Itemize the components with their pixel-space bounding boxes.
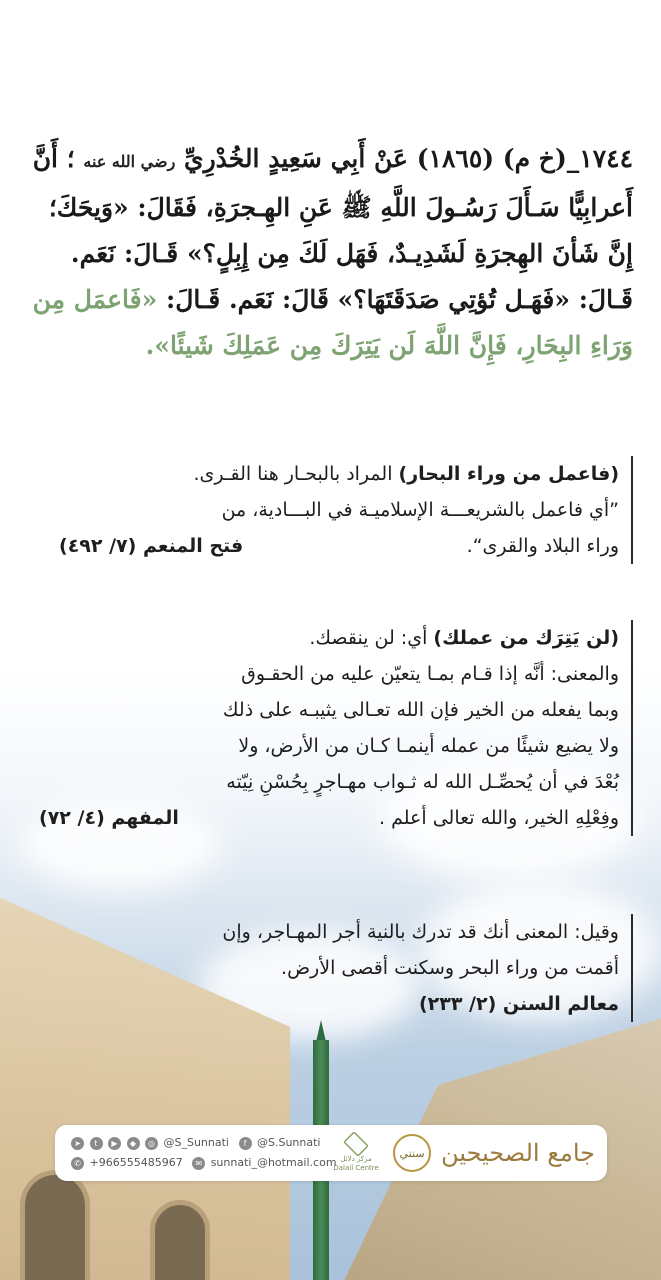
source-citation: فتح المنعم (٧/ ٤٩٢) (59, 535, 244, 557)
explanation-line: وقيل: المعنى أنك قد تدرك بالنية أجر المهـاجر، وإن (222, 921, 619, 943)
explanation-line: وفِعْلِهِ الخير، والله تعالى أعلم . (379, 807, 619, 829)
twitter-handle[interactable]: @S_Sunnati (163, 1136, 229, 1149)
hadith-body: ؛ أَنَّ أَعرابِيًّا سَـأَلَ رَسُـولَ اللَّهِ ﷺ عَنِ الهِـجرَةِ، فَقَالَ: «وَيحَكَ؛ إِنَّ شَأنَ الهِجرَةِ لَشَدِيـدٌ، فَهَل لَكَ مِن إِبِلٍ؟» قَـالَ: نَعَم. قَـالَ: «فَهَـل تُؤتِي صَدَقَتَهَا؟» قَالَ: نَعَم. قَـالَ: (32, 144, 633, 314)
source-citation: المفهم (٤/ ٧٢) (39, 807, 179, 829)
explanation-term: (فاعمل من وراء البحار) (398, 463, 619, 485)
explanation-line: المراد بالبحـار هنا القـرى. (193, 463, 393, 485)
contact-info (71, 1133, 337, 1173)
dalail-centre-logo (329, 1133, 383, 1173)
jami-alsahihain-logo: جامع الصحيحين (441, 1139, 595, 1167)
dalail-name-ar: مركز دلائل (340, 1155, 372, 1163)
explanation-line: بُعْدَ في أن يُحصِّـل الله له ثـواب مهـاجرٍ بِحُسْنِ نِيّته (226, 771, 619, 793)
explanation-line: والمعنى: أنَّه إذا قـام بمـا يتعيّن عليه من الحقـوق (241, 663, 619, 685)
hadith-number: ١٧٤٤ (579, 144, 633, 173)
explanation-line: وبما يفعله من الخير فإن الله تعـالى يثيبـه على ذلك (222, 699, 619, 721)
honorific: رضي الله عنه (83, 152, 176, 171)
email-icon[interactable]: ✉ (192, 1157, 205, 1170)
mosque-arch (150, 1200, 210, 1280)
hadith-refs: (خ م) (١٨٦٥) (416, 144, 567, 173)
explanation-almufhim (29, 620, 633, 836)
email-address[interactable]: sunnati_@hotmail.com (210, 1156, 337, 1169)
explanation-line: ”أي فاعمل بالشريعـــة الإسلاميـة في البـــادية، من (221, 499, 619, 521)
explanation-line: أقمت من وراء البحر وسكنت أقصى الأرض. (281, 957, 619, 979)
dalail-name-en: Dalail Centre (333, 1164, 379, 1172)
explanation-line: وراء البلاد والقرى“. (466, 535, 619, 557)
facebook-icon[interactable]: f (239, 1137, 252, 1150)
telegram-icon[interactable]: ➤ (71, 1137, 84, 1150)
dalail-mark-icon (343, 1131, 369, 1157)
hadith-highlight: «فَاعمَل مِن وَرَاءِ البِحَارِ، فَإِنَّ اللَّهَ لَن يَتِرَكَ مِن عَمَلِكَ شَيئًا». (32, 285, 633, 360)
logos (329, 1131, 595, 1175)
hadith-narrator: عَنْ أَبِي سَعِيدٍ الخُدْرِيِّ (184, 144, 408, 173)
mosque-arch (20, 1170, 90, 1280)
sunnati-logo: سنتي (393, 1134, 431, 1172)
hadith-text: ١٧٤٤_(خ م) (١٨٦٥) عَنْ أَبِي سَعِيدٍ الخُدْرِيِّ رضي الله عنه ؛ أَنَّ أَعرابِيًّا سَـأَلَ رَسُـولَ اللَّهِ ﷺ عَنِ الهِـجرَةِ، فَقَالَ: «وَيحَكَ؛ إِنَّ شَأنَ الهِجرَةِ لَشَدِيـدٌ، فَهَل لَكَ مِن إِبِلٍ؟» قَـالَ: نَعَم. قَـالَ: «فَهَـل تُؤتِي صَدَقَتَهَا؟» قَالَ: نَعَم. قَـالَ: «فَاعمَل مِن وَرَاءِ البِحَارِ، فَإِنَّ اللَّهَ لَن يَتِرَكَ مِن عَمَلِكَ شَيئًا». (32, 144, 633, 360)
source-citation: معالم السنن (٢/ ٢٣٣) (418, 993, 619, 1015)
explanation-line: ولا يضيع شيئًا من عمله أينمـا كـان من الأرض، ولا (238, 735, 619, 757)
explanation-fath-almunim (29, 456, 633, 564)
footer-bar (55, 1125, 607, 1181)
explanation-maalim-alsunan (29, 914, 633, 1022)
phone-number[interactable]: +966555485967 (89, 1156, 183, 1169)
instagram-icon[interactable]: ◎ (145, 1137, 158, 1150)
twitter-icon[interactable]: t (90, 1137, 103, 1150)
youtube-icon[interactable]: ▶ (108, 1137, 121, 1150)
snapchat-icon[interactable]: ◆ (127, 1137, 140, 1150)
minaret-tip (316, 1020, 326, 1042)
facebook-handle[interactable]: @S.Sunnati (257, 1136, 321, 1149)
whatsapp-icon[interactable]: ✆ (71, 1157, 84, 1170)
explanation-term: (لن يَتِرَك من عملك) (433, 627, 619, 649)
explanation-line: أي: لن ينقصك. (309, 627, 428, 649)
